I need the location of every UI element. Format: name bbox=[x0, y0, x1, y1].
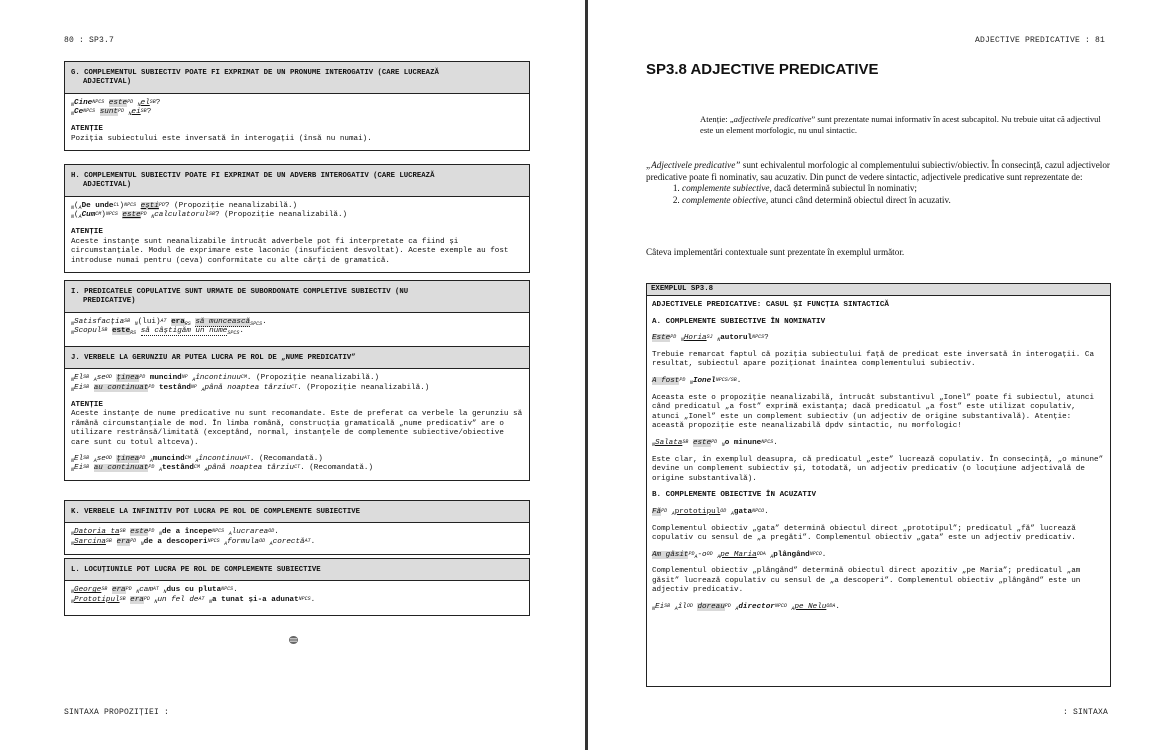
intro-paragraph: „Adjectivele predicative” sunt echivalentul morfologic al complementului subiectiv/obiectiv. În consecință, cazul adjectivelor predicative poate fi nominativ, sau acuzativ. Din punct de vedere sintactic, adjectivele predicative sunt reprezentate de: 1. complemente subiective, dacă determină subiectul în nominativ; 2. complemente obiective, atunci când determină obiectul direct în acuzativ. bbox=[646, 160, 1110, 206]
left-page bbox=[0, 0, 585, 750]
explanation-a2: Aceasta este o propoziție neanalizabilă, întrucât substantivul „Ionel” poate fi subiectul, atunci când predicatul „a fost” exprimă existanța; dacă predicatul „a fost” este utilizat copulativ, atunci „Ionel” este un complement subiectiv (un adjectiv de origine substantivală). Atenție: această propoziție este neanalizabilă dpdv sintactic, nu morfologic! bbox=[652, 393, 1095, 431]
list-item: 2. complemente obiective, atunci când determină obiectul direct în acuzativ. bbox=[682, 195, 1110, 207]
recommended-line: $_NEl^{SB}$ $_Ase^{OD}$ ținea$^{PD}$ $_A$muncind$^{CM}$ $_A$încontinuu$^{AT}$. (Recomandată.) bbox=[71, 454, 323, 464]
explanation-b1: Complementul obiectiv „gata” determină obiectul direct „prototipul”; predicatul „fă” lucrează copulativ cu sensul de „a pregăti”. Complementul obiectiv „gata” este un adjectiv predicativ. bbox=[652, 524, 1076, 543]
right-footer: : SINTAXA bbox=[1063, 708, 1109, 717]
example-line: $_N$George$^{SB}$ era$^{PD}$ $_N$cam$^{AT}$ $_N$dus cu pluta$^{NPCS}$. bbox=[71, 586, 238, 596]
left-footer: SINTAXA PROPOZIȚIEI : bbox=[64, 708, 170, 717]
example-line: $_N$Prototipul$^{SB}$ era$^{PD}$ $_N$un fel $de^{AT}$ $_N$a tunat și-a adunat$^{NPCS}$. bbox=[71, 596, 316, 605]
section-i-header: I. PREDICATELE COPULATIVE SUNT URMATE DE SUBORDONATE COMPLETIVE SUBIECTIV (NU PREDICATIVE) bbox=[65, 280, 529, 313]
left-running-head: 80 : SP3.7 bbox=[64, 36, 115, 45]
attention-text: Aceste instanțe de nume predicative nu sunt recomandate. Este de preferat ca verbele la gerunziu să rămână circumstanțiale de mod. În limba română, construcția gramaticală „nume predicativ” are o utilizare restrânsă/limitată (exceptând, normal, instanțele de complemente subiective/obiective care sunt cu totul altceva). bbox=[71, 410, 523, 447]
example-box-body bbox=[647, 296, 1110, 625]
section-j-header: J. VERBELE LA GERUNZIU AR PUTEA LUCRA PE ROL DE „NUME PREDICATIV” bbox=[65, 346, 529, 369]
explanation-b2: Complementul obiectiv „plângând” determină obiectul direct apozitiv „pe Maria”; predicatul „am găsit” lucrează copulativ cu sensul de „a descoperi”. Complementul obiectiv „plângând” este un adjectiv predicativ. bbox=[652, 567, 1081, 595]
recommended-line: $_NEi^{SB}$ au continuat$^{PD}$ $_A$testând$^{CM}$ $_A$până noaptea târziu$^{CT}$. (Recomandată.) bbox=[71, 464, 374, 474]
function-list bbox=[646, 183, 1110, 206]
list-item: 1. complemente subiective, dacă determină subiectul în nominativ; bbox=[682, 183, 1110, 195]
section-h-box bbox=[64, 164, 530, 273]
attention-title: ATENȚIE bbox=[71, 400, 103, 409]
example-line: $_N$Sarcina$^{SB}$ era$^{PD}$ $_N$de a descoperi$^{NPCS}$ $_A$formula$^{OD}$ $_A$corectă$^{AT}$. bbox=[71, 538, 316, 547]
section-g-box bbox=[64, 61, 530, 151]
attention-title: ATENȚIE bbox=[71, 228, 103, 236]
example-a2: A fost$^{PD}$ $_N$Ionel$^{NPCS/SB}$. bbox=[652, 376, 742, 386]
section-a-title: A. COMPLEMENTE SUBIECTIVE ÎN NOMINATIV bbox=[652, 317, 826, 326]
section-j-box bbox=[64, 346, 530, 481]
attention-note: Atenție: „adjectivele predicative” sunt prezentate numai informativ în acest subcapitol. Nu trebuie uitat că adjectivul este un element morfologic, nu unul sintactic. bbox=[700, 114, 1101, 135]
example-box-header: EXEMPLUL SP3.8 bbox=[647, 284, 1110, 296]
example-b3: $_NEi^{SB}$ $_Aîl^{OD}$ doreau$^{PD}$ $_A$director$^{NPCO}$ $_A$pe Nelu$^{ODA}$. bbox=[652, 603, 840, 613]
section-b-title: B. COMPLEMENTE OBIECTIVE ÎN ACUZATIV bbox=[652, 491, 817, 500]
section-j-body bbox=[65, 369, 529, 479]
section-i-box bbox=[64, 280, 530, 348]
example-a1: Este$^{PD}$ $_N$Horia$^{SJ}$ $_N$autorul$^{NPCS}$? bbox=[652, 334, 769, 344]
bookmark-glyph-icon bbox=[288, 635, 299, 648]
explanation-a3: Este clar, în exemplul deasupra, că predicatul „este” lucrează copulativ. În consecință, „o minune” devine un complement subiectiv și, totodată, un adjectiv predicativ (o locuțiune adjectivală de origine substantivală). bbox=[652, 455, 1104, 483]
example-b2: Am $găsit^{PD}_A-o^{OD}$ $_A$pe Maria$^{ODA}$ $_A$plângând$^{NPCO}$. bbox=[652, 550, 827, 560]
section-i-body bbox=[65, 313, 529, 347]
example-title: ADJECTIVELE PREDICATIVE: CASUL ȘI FUNCȚIA SINTACTICĂ bbox=[652, 301, 889, 309]
section-l-body bbox=[65, 581, 529, 614]
right-running-head: ADJECTIVE PREDICATIVE : 81 bbox=[975, 36, 1106, 45]
example-line: $_N$Datoria $ta^{SB}$ este$^{PD}$ $_N$de a începe$^{NPCS}$ $_A$lucrarea$^{OD}$. bbox=[71, 528, 279, 538]
example-line: $_NEl^{SB}$ $_Ase^{OD}$ ținea$^{PD}$ muncind$^{NP}$ $_A$încontinuu$^{CM}$. (Propoziție neanalizabilă.) bbox=[71, 374, 380, 384]
example-line: $_N(_ADe$ unde$^{CL}$)$^{NPCS}$ ești$^{PD}$? (Propoziție neanalizabilă.) bbox=[71, 201, 298, 211]
example-line: $_N$Cine$^{NPCS}$ este$^{PD}$ $_Nel^{SB}$? bbox=[71, 98, 161, 108]
section-h-body bbox=[65, 197, 529, 273]
example-b1: $Fă^{PD}$ $_A$prototipul$^{OD}$ $_A$gata$^{NPCO}$. bbox=[652, 507, 769, 517]
section-g-body bbox=[65, 94, 529, 150]
section-g-header: G. COMPLEMENTUL SUBIECTIV POATE FI EXPRIMAT DE UN PRONUME INTEROGATIV (CARE LUCREAZĂ ADJECTIVAL) bbox=[65, 61, 529, 94]
attention-text: Poziția subiectului este inversată în interogații (însă nu numai). bbox=[71, 134, 372, 143]
attention-title: ATENȚIE bbox=[71, 125, 103, 133]
example-box bbox=[646, 283, 1111, 687]
section-h-header: H. COMPLEMENTUL SUBIECTIV POATE FI EXPRIMAT DE UN ADVERB INTEROGATIV (CARE LUCREAZĂ ADJECTIVAL) bbox=[65, 164, 529, 197]
section-k-box bbox=[64, 500, 530, 555]
example-line: $_N(_ACum^{CM})^{NPCS}$ este$^{PD}$ $_N$calculatorul$^{SB}$? (Propoziție neanalizabilă.) bbox=[71, 211, 348, 221]
example-line: $_N$Satisfacția$^{SB}$ $_N$(lui)$^{AT}$ era$_{RS}$ să muncească$_{SPCS}$. bbox=[71, 317, 267, 327]
section-k-header: K. VERBELE LA INFINITIV POT LUCRA PE ROL DE COMPLEMENTE SUBIECTIVE bbox=[65, 500, 529, 523]
example-line: $_N$Scopul$^{SB}$ este$_{RS}$ să câștigăm un nume$_{SPCS}$. bbox=[71, 327, 244, 337]
attention-text: Aceste instanțe sunt neanalizabile întrucât adverbele pot fi interpretate ca fiind și circumstanțiale. Modul de exprimare este laconic (insuficient desvoltat). Aceste exemple au fost introduse numai pentru (ceva) conformitate cu alte cărți de gramatică. bbox=[71, 237, 509, 265]
example-line: $_NEi^{SB}$ au continuat$^{PD}$ testând$^{NP}$ $_A$până noaptea târziu$^{CT}$. (Propoziție neanalizabilă.) bbox=[71, 384, 430, 393]
example-line: $_NCe^{NPCS}$ sunt$^{PD}$ $_Nei^{SB}$? bbox=[71, 108, 152, 118]
lead-sentence: Câteva implementări contextuale sunt prezentate în exemplul următor. bbox=[646, 247, 905, 257]
section-l-box bbox=[64, 558, 530, 616]
section-l-header: L. LOCUȚIUNILE POT LUCRA PE ROL DE COMPLEMENTE SUBIECTIVE bbox=[65, 558, 529, 581]
chapter-title: SP3.8 ADJECTIVE PREDICATIVE bbox=[646, 61, 879, 78]
section-k-body bbox=[65, 523, 529, 553]
example-a3: $_N$Salata$^{SB}$ este$^{PD}$ $_N$o minune$^{NPCS}$. bbox=[652, 438, 778, 448]
explanation-a1: Trebuie remarcat faptul că poziția subiectului față de predicat este inversată în interogații. Ca resultat, subiectul apare poziționat înaintea complementului subiectiv. bbox=[652, 350, 1095, 369]
